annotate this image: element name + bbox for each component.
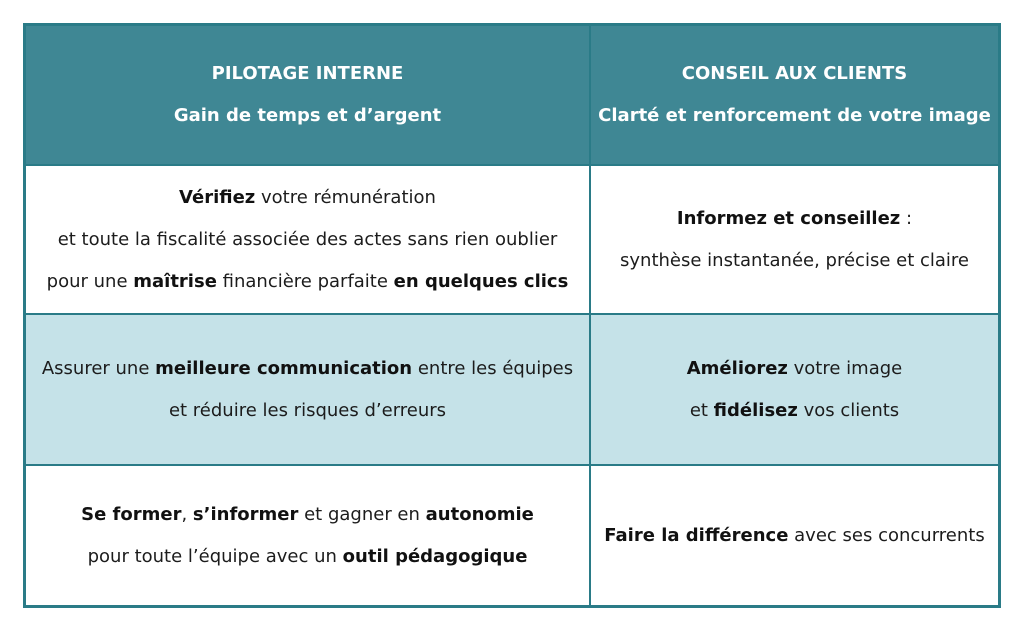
row3-right-cell xyxy=(591,466,998,605)
bold-text: outil pédagogique xyxy=(342,545,528,567)
bold-text: Faire la différence xyxy=(604,524,789,546)
comparison-table xyxy=(23,23,1001,608)
row2-left-line2: et réduire les risques d’erreurs xyxy=(168,399,447,421)
row1-left-line1 xyxy=(179,177,436,219)
text: : xyxy=(900,207,913,229)
header-left-subtitle: Gain de temps et d’argent xyxy=(173,105,442,126)
row1-left-cell xyxy=(26,166,589,313)
row2-right-line2 xyxy=(690,390,899,432)
row2-right-line1 xyxy=(687,348,902,390)
text: financière parfaite xyxy=(216,270,394,292)
text: entre les équipes xyxy=(412,357,574,379)
bold-text: s’informer xyxy=(192,503,299,525)
row3-left-cell xyxy=(26,466,589,605)
bold-text: autonomie xyxy=(425,503,534,525)
row3-left-line2 xyxy=(88,536,528,578)
row2-left-line1 xyxy=(42,348,573,390)
text: vos clients xyxy=(797,399,900,421)
row3-left-line1 xyxy=(81,494,534,536)
header-left-title: PILOTAGE INTERNE xyxy=(211,63,404,84)
text: Assurer une xyxy=(41,357,156,379)
bold-text: Vérifiez xyxy=(179,186,256,208)
header-right-subtitle: Clarté et renforcement de votre image xyxy=(598,105,991,126)
header-right-title: CONSEIL AUX CLIENTS xyxy=(681,63,908,84)
row1-left-line2: et toute la fiscalité associée des actes sans rien oublier xyxy=(57,228,558,250)
bold-text: Améliorez xyxy=(686,357,788,379)
text: pour toute l’équipe avec un xyxy=(87,545,343,567)
row3-right-line1 xyxy=(604,515,984,557)
bold-text: meilleure communication xyxy=(155,357,413,379)
row1-left-line3 xyxy=(47,261,569,303)
bold-text: Se former xyxy=(81,503,182,525)
text: pour une xyxy=(46,270,134,292)
text: votre image xyxy=(787,357,903,379)
header-left xyxy=(26,26,589,164)
text: et xyxy=(689,399,714,421)
bold-text: fidélisez xyxy=(713,399,798,421)
bold-text: maîtrise xyxy=(133,270,217,292)
row1-right-line2: synthèse instantanée, précise et claire xyxy=(620,249,969,271)
text: avec ses concurrents xyxy=(788,524,985,546)
text: , xyxy=(181,503,193,525)
bold-text: Informez et conseillez xyxy=(676,207,901,229)
row2-left-cell xyxy=(26,315,589,464)
text: votre rémunération xyxy=(255,186,436,208)
bold-text: en quelques clics xyxy=(393,270,569,292)
text: et gagner en xyxy=(298,503,426,525)
header-right xyxy=(591,26,998,164)
row2-right-cell xyxy=(591,315,998,464)
row1-right-line1 xyxy=(677,198,912,240)
row1-right-cell xyxy=(591,166,998,313)
